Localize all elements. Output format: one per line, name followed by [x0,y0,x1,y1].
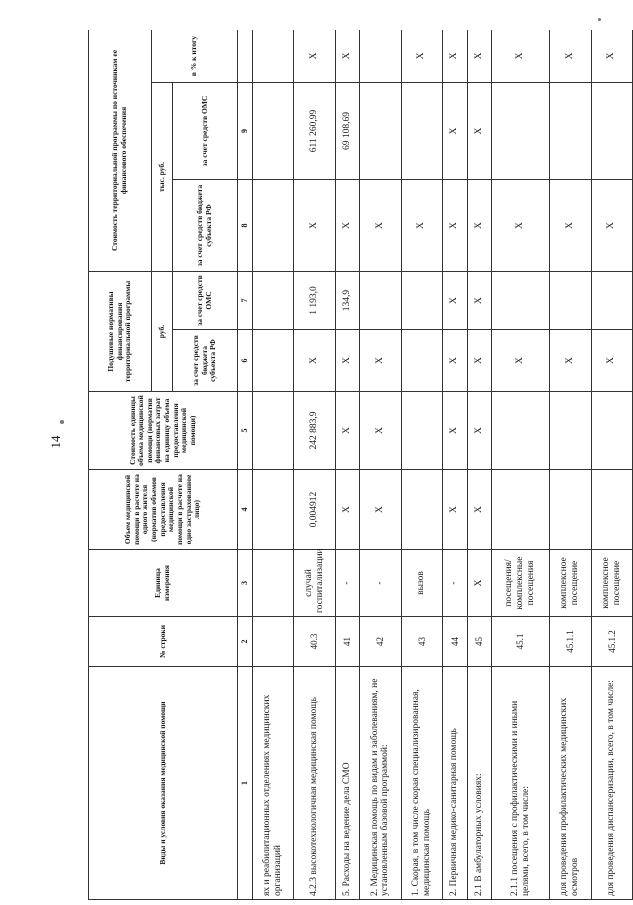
row-norm-budget-rf: X [294,330,335,392]
row-pct-total: X [294,30,335,83]
row-cost-oms: 69 108,69 [335,83,360,180]
row-norm-oms [401,272,442,330]
row-volume [591,470,632,550]
row-cost-oms [492,83,550,180]
row-cost-budget-rf: X [550,180,591,272]
page-number: 14 [48,435,63,449]
row-norm-budget-rf: X [591,330,632,392]
row-cost-budget-rf: X [591,180,632,272]
header-unit-rub: руб. [152,272,173,392]
row-cost-oms [591,83,632,180]
row-cost-budget-rf: X [442,180,467,272]
column-number: 6 [238,330,253,392]
table-row [591,30,632,900]
row-norm-budget-rf: X [442,330,467,392]
row-cost-budget-rf [253,180,294,272]
row-number: 45.1 [492,617,550,667]
row-cost-oms [253,83,294,180]
row-cost-oms [550,83,591,180]
row-norm-budget-rf: X [360,330,401,392]
program-cost-table [88,30,633,900]
row-number: 42 [360,617,401,667]
row-number: 43 [401,617,442,667]
row-name: 2.1 В амбулаторных условиях: [467,667,492,900]
row-volume [253,470,294,550]
row-cost-budget-rf: X [360,180,401,272]
row-norm-oms [360,272,401,330]
column-number: 9 [238,83,253,180]
row-number: 45 [467,617,492,667]
column-number: 3 [238,550,253,617]
row-unit-cost [253,392,294,470]
row-norm-oms: X [467,272,492,330]
row-number: 45.1.1 [550,617,591,667]
row-volume: X [442,470,467,550]
row-cost-budget-rf: X [492,180,550,272]
row-unit: - [360,550,401,617]
row-pct-total: X [550,30,591,83]
row-volume: X [360,470,401,550]
header-row-no: № строки [89,617,238,667]
row-pct-total: X [591,30,632,83]
row-number [253,617,294,667]
row-unit: посещения/комплексные посещения [492,550,550,617]
row-unit-cost: X [467,392,492,470]
row-name: 2. Медицинская помощь по видам и заболеваниям, не установленным базовой программой: [360,667,401,900]
row-cost-oms: X [467,83,492,180]
row-unit-cost: X [360,392,401,470]
column-number: 1 [238,667,253,900]
row-unit-cost [591,392,632,470]
row-name: для проведения диспансеризации, всего, в том числе: [591,667,632,900]
row-volume: 0,004912 [294,470,335,550]
row-cost-oms [401,83,442,180]
header-cost-budget-rf: за счет средств бюджета субъекта РФ [173,180,238,272]
row-volume: X [335,470,360,550]
row-number: 40.3 [294,617,335,667]
column-number [238,30,253,83]
row-unit-cost: X [442,392,467,470]
row-norm-budget-rf: X [335,330,360,392]
row-number: 41 [335,617,360,667]
row-unit [253,550,294,617]
table-wrapper [88,30,633,900]
row-norm-oms [253,272,294,330]
table-row [253,30,294,900]
scan-dot [60,420,64,424]
row-norm-oms [492,272,550,330]
row-name: для проведения профилактических медицинских осмотров [550,667,591,900]
row-name: 1. Скорая, в том числе скорая специализированная, медицинская помощь [401,667,442,900]
row-unit: - [335,550,360,617]
row-cost-budget-rf: X [401,180,442,272]
row-name: 5. Расходы на ведение дела СМО [335,667,360,900]
header-kind: Виды и условия оказания медицинской помощи [89,667,238,900]
row-pct-total: X [335,30,360,83]
row-unit-cost [401,392,442,470]
table-row [335,30,360,900]
row-norm-budget-rf: X [492,330,550,392]
header-norm-budget-rf: за счет средств бюджета субъекта РФ [173,330,238,392]
row-unit-cost: 242 883,9 [294,392,335,470]
column-number: 4 [238,470,253,550]
header-volume: Объем медицинской помощи в расчете на одного жителя (норматив объемов предоставления медицинской помощи в расчете на одно застрахованное лицо) [89,470,238,550]
row-cost-budget-rf: X [467,180,492,272]
row-pct-total: X [442,30,467,83]
row-pct-total [253,30,294,83]
table-row [442,30,467,900]
table-row [360,30,401,900]
table-row [492,30,550,900]
row-norm-oms: 1 193,0 [294,272,335,330]
header-unit-thousand-rub: тыс. руб. [152,83,173,272]
row-unit: комплексное посещение [550,550,591,617]
row-volume [550,470,591,550]
row-unit: X [467,550,492,617]
row-volume: X [467,470,492,550]
row-norm-budget-rf: X [550,330,591,392]
row-unit-cost [492,392,550,470]
column-number: 7 [238,272,253,330]
row-norm-oms: X [442,272,467,330]
row-pct-total: X [467,30,492,83]
row-cost-oms: X [442,83,467,180]
row-volume [492,470,550,550]
row-cost-oms: 611 260,99 [294,83,335,180]
row-unit: вызов [401,550,442,617]
column-number: 2 [238,617,253,667]
row-norm-oms: 134,9 [335,272,360,330]
row-unit: - [442,550,467,617]
row-pct-total: X [401,30,442,83]
row-unit-cost [550,392,591,470]
table-row [294,30,335,900]
row-volume [401,470,442,550]
row-name: 2. Первичная медико-санитарная помощь [442,667,467,900]
row-name: 2.1.1 посещения с профилактическими и иными целями, всего, в том числе: [492,667,550,900]
header-program-cost: Стоимость территориальной программы по источникам ее финансового обеспечения [89,30,152,272]
table-row [467,30,492,900]
row-cost-budget-rf: X [294,180,335,272]
row-pct-total: X [492,30,550,83]
header-pct-total: в % к итогу [152,30,238,83]
table-row [550,30,591,900]
row-name: ях и реабилитационных отделениях медицинских организаций [253,667,294,900]
row-number: 45.1.2 [591,617,632,667]
row-pct-total [360,30,401,83]
row-norm-budget-rf: X [467,330,492,392]
row-unit-cost: X [335,392,360,470]
row-unit: комплексное посещение [591,550,632,617]
row-norm-oms [550,272,591,330]
scan-dot [598,18,601,21]
row-name: 4.2.3 высокотехнологичная медицинская помощь [294,667,335,900]
row-norm-budget-rf [253,330,294,392]
row-cost-oms [360,83,401,180]
header-cost-oms: за счет средств ОМС [173,83,238,180]
row-cost-budget-rf: X [335,180,360,272]
table-row [401,30,442,900]
header-unit: Единица измерения [89,550,238,617]
row-unit: случай госпитализации [294,550,335,617]
table-body [253,30,633,900]
row-norm-budget-rf [401,330,442,392]
row-number: 44 [442,617,467,667]
header-norm-oms: за счет средств ОМС [173,272,238,330]
rotated-table [88,30,633,900]
column-number: 5 [238,392,253,470]
header-per-capita-norms: Подушевые нормативы финансирования территориальной программы [89,272,152,392]
column-number: 8 [238,180,253,272]
header-unit-cost: Стоимость единицы объема медицинской помощи (норматив финансовых затрат на единицу объема предоставления медицинской помощи) [89,392,238,470]
row-norm-oms [591,272,632,330]
